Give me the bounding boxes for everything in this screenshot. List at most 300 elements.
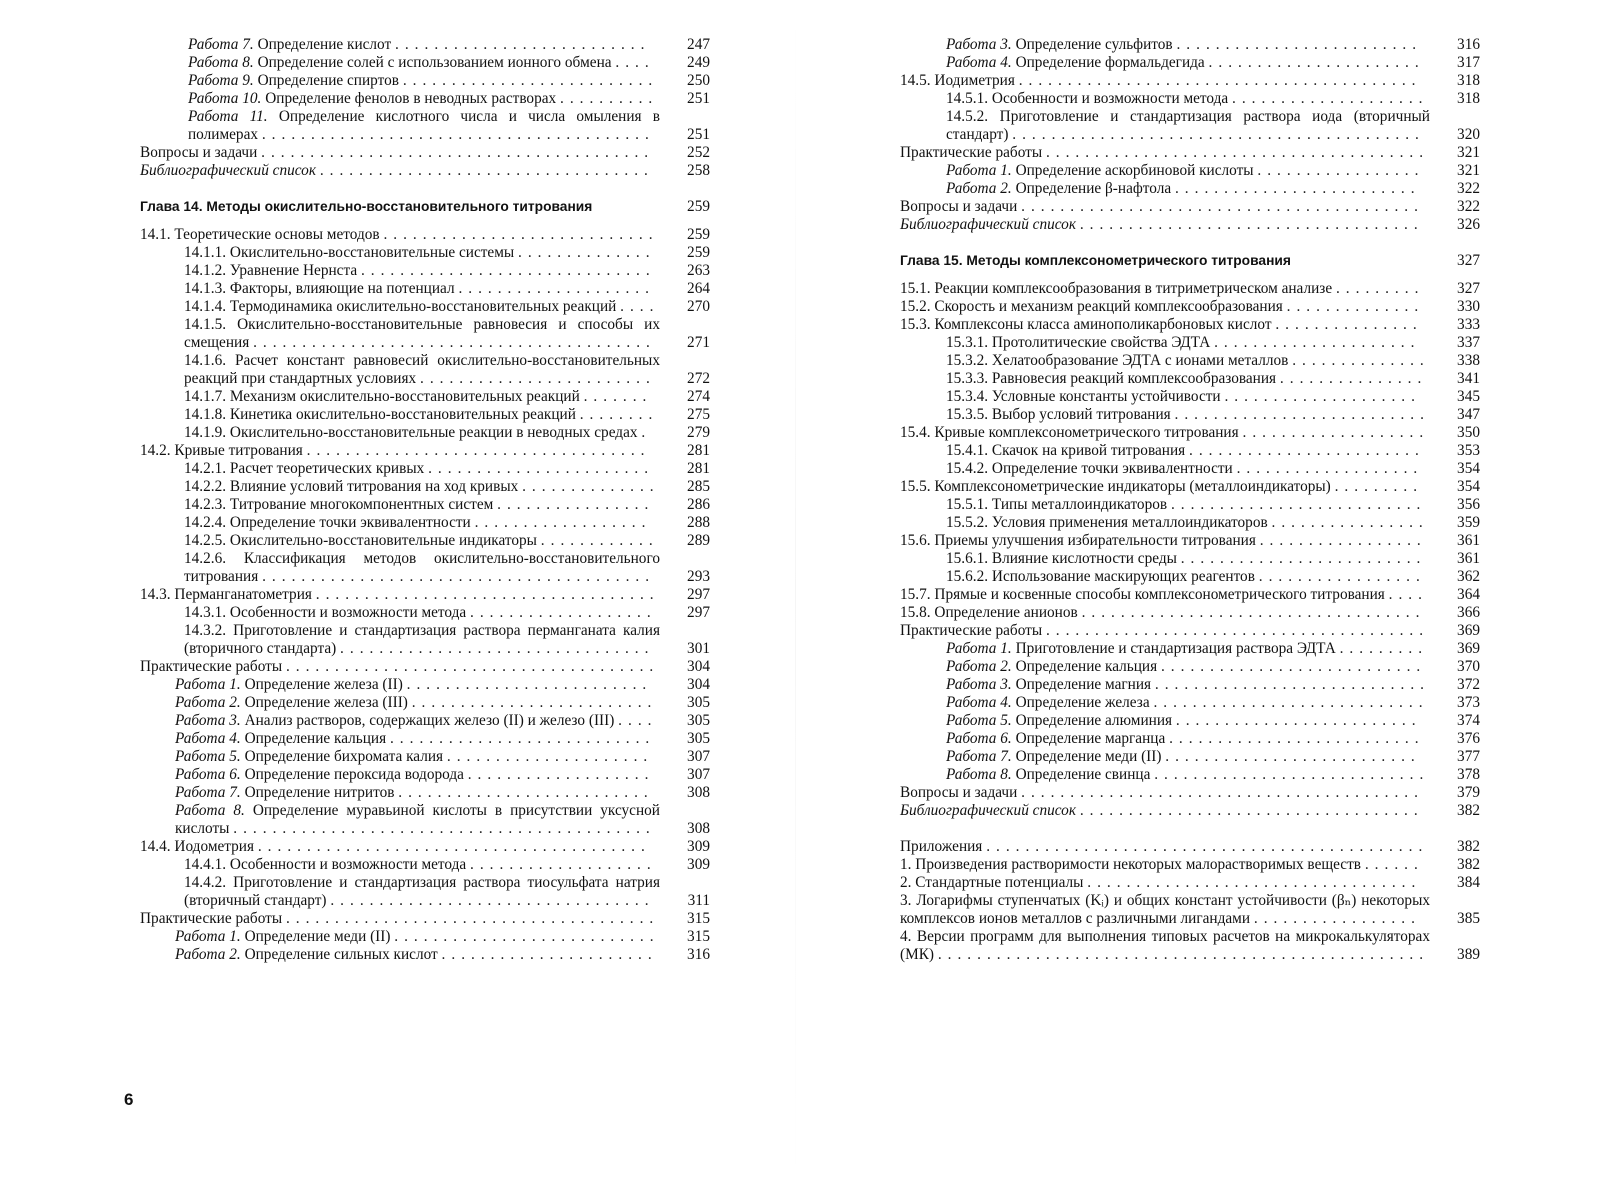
toc-entry-text <box>946 162 1480 180</box>
leader-dots: ........................... <box>389 730 656 747</box>
toc-entry-text <box>900 298 1480 316</box>
toc-entry-title: Определение нитритов <box>244 784 395 801</box>
toc-entry-text <box>946 388 1480 406</box>
leader-dots: . <box>641 424 652 441</box>
toc-page-number: 316 <box>687 946 710 963</box>
toc-entry-text <box>946 406 1480 424</box>
leader-dots: ....................................... <box>1045 144 1430 161</box>
toc-page-number: 272 <box>687 370 710 387</box>
toc-entry <box>900 144 1480 162</box>
toc-entry-text <box>946 496 1480 514</box>
toc-entry-text <box>175 676 710 694</box>
toc-page-number: 321 <box>1457 162 1480 179</box>
toc-entry-label: Работа 3. <box>946 676 1012 693</box>
toc-entry-title: 15.7. Прямые и косвенные способы комплексонометрического титрования <box>900 586 1385 603</box>
toc-entry <box>946 568 1480 586</box>
leader-dots: .......................... <box>1169 730 1425 747</box>
toc-page-number: 281 <box>687 442 710 459</box>
toc-entry-text <box>946 658 1480 676</box>
toc-entry-title: 15.3.4. Условные константы устойчивости <box>946 388 1221 405</box>
toc-entry-title: 15.3. Комплексоны класса аминополикарбоновых кислот <box>900 316 1272 333</box>
toc-page-number: 382 <box>1457 856 1480 873</box>
toc-entry-text <box>900 424 1480 442</box>
toc-chapter-heading <box>900 252 1480 270</box>
toc-entry-text <box>184 604 710 622</box>
toc-entry <box>184 874 710 910</box>
toc-entry-label: Работа 2. <box>946 180 1012 197</box>
toc-page-number: 370 <box>1457 658 1480 675</box>
toc-entry-title: 14.3.1. Особенности и возможности метода <box>184 604 467 621</box>
toc-entry-label: Библиографический список <box>900 216 1076 233</box>
toc-page-number: 251 <box>687 90 710 107</box>
toc-entry-title: 15.6. Приемы улучшения избирательности титрования <box>900 532 1256 549</box>
toc-entry-label: Работа 5. <box>946 712 1012 729</box>
toc-entry-title: 14.5.2. Приготовление и стандартизация раствора иода (вторичный стандарт) <box>946 108 1430 143</box>
leader-dots: .................. <box>474 514 652 531</box>
leader-dots: ................... <box>470 856 657 873</box>
right-toc <box>900 36 1480 964</box>
toc-entry <box>188 72 710 90</box>
toc-entry-text <box>900 802 1480 820</box>
toc-entry <box>946 180 1480 198</box>
toc-page-number: 327 <box>1457 252 1480 269</box>
toc-page-number: 264 <box>687 280 710 297</box>
toc-entry-title: 14.5. Иодиметрия <box>900 72 1015 89</box>
toc-entry <box>946 36 1480 54</box>
toc-page-number: 361 <box>1457 550 1480 567</box>
toc-entry-title: Определение марганца <box>1015 730 1166 747</box>
toc-entry-text <box>900 316 1480 334</box>
page-number: 6 <box>124 1090 134 1109</box>
leader-dots: .............. <box>522 478 660 495</box>
leader-dots: ........ <box>579 406 659 423</box>
toc-entry-title: Определение бихромата калия <box>244 748 444 765</box>
toc-entry-title: Определение муравьиной кислоты в присутствии уксусной кислоты <box>175 802 660 837</box>
leader-dots: ................................... <box>1079 802 1424 819</box>
toc-entry <box>900 856 1480 874</box>
toc-entry-label: Работа 6. <box>946 730 1012 747</box>
toc-entry <box>140 442 710 460</box>
leader-dots: .............. <box>1292 352 1430 369</box>
toc-entry <box>184 496 710 514</box>
leader-dots: ................................... <box>1081 604 1426 621</box>
toc-entry-text <box>900 928 1480 964</box>
toc-entry-label: Работа 8. <box>946 766 1012 783</box>
leader-dots: .... <box>1388 586 1428 603</box>
leader-dots: ......... <box>1335 280 1425 297</box>
toc-entry-title: 14.2.2. Влияние условий титрования на ход кривых <box>184 478 519 495</box>
toc-entry-text <box>175 928 710 946</box>
toc-entry <box>184 298 710 316</box>
toc-entry-label: Работа 1. <box>175 928 241 945</box>
leader-dots: ............ <box>540 532 659 549</box>
toc-entry-title: Анализ растворов, содержащих железо (II) и железо (III) <box>244 712 615 729</box>
toc-entry-title: 15.5.1. Типы металлоиндикаторов <box>946 496 1168 513</box>
toc-entry-title: 15.3.2. Хелатообразование ЭДТА с ионами металлов <box>946 352 1289 369</box>
toc-page-number: 353 <box>1457 442 1480 459</box>
toc-entry-text <box>946 712 1480 730</box>
toc-page-number: 285 <box>687 478 710 495</box>
leader-dots: ........................ <box>420 370 656 387</box>
leader-dots: .......................................... <box>1012 126 1425 143</box>
toc-entry-title: 14.1.3. Факторы, влияющие на потенциал <box>184 280 455 297</box>
right-page <box>900 0 1480 1194</box>
left-toc <box>130 36 710 964</box>
toc-entry-text <box>946 694 1480 712</box>
toc-entry-title: 14.1.8. Кинетика окислительно-восстановительных реакций <box>184 406 576 423</box>
toc-entry-title: 4. Версии программ для выполнения типовых расчетов на микрокалькуляторах (МК) <box>900 928 1430 963</box>
toc-entry-title: 15.6.2. Использование маскирующих реагентов <box>946 568 1255 585</box>
toc-entry-text <box>946 442 1480 460</box>
toc-page-number: 337 <box>1457 334 1480 351</box>
toc-entry-text <box>175 784 710 802</box>
toc-entry-label: Работа 4. <box>946 54 1012 71</box>
toc-entry-title: 15.3.5. Выбор условий титрования <box>946 406 1171 423</box>
leader-dots: ......................... <box>1175 712 1422 729</box>
toc-page-number: 362 <box>1457 568 1480 585</box>
toc-entry-label: Работа 10. <box>188 90 262 107</box>
leader-dots: ......................... <box>1174 180 1421 197</box>
toc-entry-text <box>900 144 1480 162</box>
toc-entry-title: Вопросы и задачи <box>900 784 1018 801</box>
toc-entry-text <box>946 568 1480 586</box>
toc-entry-title: 14.2.4. Определение точки эквивалентности <box>184 514 471 531</box>
toc-entry-title: Определение магния <box>1015 676 1152 693</box>
leader-dots: ............................ <box>1154 766 1430 783</box>
toc-entry-title: Вопросы и задачи <box>900 198 1018 215</box>
toc-entry-text <box>184 856 710 874</box>
toc-entry-label: Работа 7. <box>188 36 254 53</box>
toc-entry-text <box>188 36 710 54</box>
toc-entry-title: 14.1.6. Расчет констант равновесий окислительно-восстановительных реакций при стандартных условиях <box>184 352 660 387</box>
leader-dots: .......... <box>560 90 659 107</box>
toc-entry-title: 15.8. Определение анионов <box>900 604 1078 621</box>
toc-entry-title: Определение спиртов <box>257 72 399 89</box>
toc-entry-text <box>175 748 710 766</box>
toc-page-number: 361 <box>1457 532 1480 549</box>
toc-page-number: 286 <box>687 496 710 513</box>
toc-entry-title: Определение железа (III) <box>244 694 408 711</box>
toc-entry-title: 14.1.9. Окислительно-восстановительные реакции в неводных средах <box>184 424 638 441</box>
toc-entry <box>946 334 1480 352</box>
leader-dots: ...... <box>1364 856 1424 873</box>
toc-page-number: 305 <box>687 730 710 747</box>
toc-page-number: 259 <box>687 244 710 261</box>
toc-entry-text <box>184 550 710 586</box>
toc-page-number: 293 <box>687 568 710 585</box>
leader-dots: .................... <box>458 280 655 297</box>
leader-dots: ......................... <box>411 694 658 711</box>
leader-dots: ......... <box>1339 640 1429 657</box>
toc-entry <box>175 712 710 730</box>
toc-page-number: 305 <box>687 694 710 711</box>
leader-dots: ............................ <box>383 226 659 243</box>
toc-entry-text <box>175 712 710 730</box>
toc-page-number: 322 <box>1457 180 1480 197</box>
toc-entry-title: Определение β-нафтола <box>1015 180 1172 197</box>
toc-entry-title: Практические работы <box>900 622 1043 639</box>
toc-entry <box>900 874 1480 892</box>
toc-page-number: 297 <box>687 586 710 603</box>
toc-entry-label: Работа 4. <box>946 694 1012 711</box>
toc-page-number: 305 <box>687 712 710 729</box>
toc-entry-title: Вопросы и задачи <box>140 144 258 161</box>
toc-entry-title: 3. Логарифмы ступенчатых (Kᵢ) и общих констант устойчивости (βₙ) некоторых комплексов ионов металлов с различными лигандами <box>900 892 1430 927</box>
toc-entry <box>946 550 1480 568</box>
toc-page-number: 373 <box>1457 694 1480 711</box>
toc-entry-title: 14.1.2. Уравнение Нернста <box>184 262 358 279</box>
toc-page-number: 374 <box>1457 712 1480 729</box>
toc-entry-label: Работа 8. <box>188 54 254 71</box>
leader-dots: ................................... <box>306 442 651 459</box>
toc-entry-text <box>184 298 710 316</box>
toc-entry-title: 14.2.6. Классификация методов окислительно-восстановительного титрования <box>184 550 660 585</box>
toc-page-number: 327 <box>1457 280 1480 297</box>
toc-entry-text <box>946 514 1480 532</box>
leader-dots: .... <box>618 712 658 729</box>
leader-dots: ......................................... <box>1021 784 1424 801</box>
toc-page-number: 354 <box>1457 478 1480 495</box>
toc-entry-title: Определение кальция <box>1015 658 1158 675</box>
toc-page-number: 289 <box>687 532 710 549</box>
toc-entry-text <box>946 108 1480 144</box>
leader-dots: ................... <box>467 766 655 783</box>
toc-page-number: 315 <box>687 910 710 927</box>
toc-entry-text <box>184 316 710 352</box>
toc-entry-title: 15.5.2. Условия применения металлоиндикаторов <box>946 514 1268 531</box>
leader-dots: ................................... <box>1079 216 1424 233</box>
toc-entry-title: 14.2.5. Окислительно-восстановительные индикаторы <box>184 532 537 549</box>
toc-entry-label: Работа 3. <box>175 712 241 729</box>
toc-page-number: 320 <box>1457 126 1480 143</box>
toc-entry-title: 2. Стандартные потенциалы <box>900 874 1084 891</box>
toc-entry-text <box>946 550 1480 568</box>
toc-entry <box>946 54 1480 72</box>
toc-entry-label: Работа 2. <box>946 658 1012 675</box>
toc-entry <box>184 424 710 442</box>
toc-entry-text <box>184 352 710 388</box>
leader-dots: .... <box>620 298 660 315</box>
toc-entry <box>175 766 710 784</box>
leader-dots: ..................... <box>1214 334 1421 351</box>
toc-entry-text <box>184 874 710 910</box>
toc-entry-title: 1. Произведения растворимости некоторых малорастворимых веществ <box>900 856 1362 873</box>
toc-page-number: 309 <box>687 856 710 873</box>
leader-dots: ........................................ <box>257 838 651 855</box>
toc-page-number: 271 <box>687 334 710 351</box>
toc-entry <box>946 658 1480 676</box>
toc-entry-text <box>900 604 1480 622</box>
toc-entry-text <box>184 280 710 298</box>
toc-page-number: 382 <box>1457 802 1480 819</box>
toc-entry-text <box>900 622 1480 640</box>
toc-entry-title: Глава 14. Методы окислительно-восстановительного титрования <box>140 199 593 214</box>
toc-entry <box>946 694 1480 712</box>
toc-entry <box>184 352 710 388</box>
leader-dots: ......................... <box>406 676 653 693</box>
toc-page-number: 389 <box>1457 946 1480 963</box>
toc-page-number: 385 <box>1457 910 1480 927</box>
toc-page-number: 308 <box>687 820 710 837</box>
toc-page-number: 317 <box>1457 54 1480 71</box>
toc-entry <box>188 90 710 108</box>
toc-entry-text <box>140 144 710 162</box>
toc-entry-title: 15.4. Кривые комплексонометрического титрования <box>900 424 1239 441</box>
toc-entry-text <box>140 910 710 928</box>
toc-entry <box>184 856 710 874</box>
toc-entry <box>900 586 1480 604</box>
leader-dots: ........................................ <box>262 568 656 585</box>
toc-entry-label: Работа 3. <box>946 36 1012 53</box>
toc-entry-title: 14.4.2. Приготовление и стандартизация раствора тиосульфата натрия (вторичный стандарт) <box>184 874 660 909</box>
toc-page-number: 270 <box>687 298 710 315</box>
toc-entry-text <box>946 36 1480 54</box>
toc-spacer <box>900 820 1480 838</box>
toc-entry-title: Определение солей с использованием ионного обмена <box>257 54 612 71</box>
toc-entry <box>188 36 710 54</box>
toc-entry <box>946 712 1480 730</box>
toc-entry-title: 14.4.1. Особенности и возможности метода <box>184 856 467 873</box>
toc-entry <box>946 90 1480 108</box>
toc-entry-text <box>184 388 710 406</box>
toc-entry-title: Определение кальция <box>244 730 387 747</box>
toc-entry-title: Приготовление и стандартизация раствора ЭДТА <box>1015 640 1336 657</box>
toc-entry-label: Работа 4. <box>175 730 241 747</box>
toc-entry-text <box>140 226 710 244</box>
toc-entry-text <box>900 784 1480 802</box>
leader-dots: ......... <box>1334 478 1424 495</box>
toc-entry-title: Практические работы <box>140 658 283 675</box>
leader-dots: ................. <box>1259 532 1427 549</box>
toc-entry-text <box>184 532 710 550</box>
leader-dots: ........................... <box>1160 658 1427 675</box>
toc-entry-text <box>184 262 710 280</box>
toc-page-number: 274 <box>687 388 710 405</box>
toc-entry-label: Работа 8. <box>175 802 245 819</box>
toc-entry <box>900 604 1480 622</box>
toc-entry <box>946 442 1480 460</box>
toc-entry <box>140 658 710 676</box>
toc-page-number: 259 <box>687 226 710 243</box>
toc-entry-text <box>946 90 1480 108</box>
toc-entry-text <box>900 838 1480 856</box>
toc-entry-text <box>946 748 1480 766</box>
toc-entry <box>188 54 710 72</box>
toc-entry-text <box>184 424 710 442</box>
toc-entry-text <box>140 198 710 216</box>
toc-entry-title: Определение формальдегида <box>1015 54 1205 71</box>
toc-entry-label: Работа 2. <box>175 946 241 963</box>
toc-entry-text <box>188 108 710 144</box>
leader-dots: ................ <box>497 496 655 513</box>
toc-entry-text <box>900 280 1480 298</box>
toc-entry <box>946 514 1480 532</box>
toc-page-number: 259 <box>687 198 710 215</box>
toc-page-number: 379 <box>1457 784 1480 801</box>
toc-entry-text <box>900 892 1480 928</box>
toc-entry <box>184 478 710 496</box>
toc-entry <box>184 316 710 352</box>
toc-entry <box>946 766 1480 784</box>
toc-entry-title: Практические работы <box>140 910 283 927</box>
leader-dots: ....................................... <box>1045 622 1430 639</box>
toc-entry <box>900 316 1480 334</box>
toc-entry <box>175 694 710 712</box>
toc-entry-title: Определение железа (II) <box>244 676 403 693</box>
toc-entry <box>184 388 710 406</box>
toc-page-number: 321 <box>1457 144 1480 161</box>
toc-entry-title: Определение алюминия <box>1015 712 1173 729</box>
toc-page-number: 377 <box>1457 748 1480 765</box>
toc-entry-label: Работа 2. <box>175 694 241 711</box>
toc-entry-title: Определение сульфитов <box>1015 36 1173 53</box>
toc-page-number: 345 <box>1457 388 1480 405</box>
toc-entry <box>184 244 710 262</box>
toc-page-number: 326 <box>1457 216 1480 233</box>
toc-entry-title: 14.2.1. Расчет теоретических кривых <box>184 460 425 477</box>
toc-entry-title: Практические работы <box>900 144 1043 161</box>
toc-entry <box>175 730 710 748</box>
toc-entry-text <box>946 334 1480 352</box>
toc-entry <box>140 586 710 604</box>
toc-entry-title: Определение кислот <box>257 36 392 53</box>
leader-dots: ......................... <box>1176 36 1423 53</box>
toc-page-number: 316 <box>1457 36 1480 53</box>
toc-entry-text <box>946 640 1480 658</box>
leader-dots: .............. <box>518 244 656 261</box>
toc-entry <box>946 676 1480 694</box>
toc-entry-text <box>175 730 710 748</box>
toc-entry-text <box>946 180 1480 198</box>
toc-entry-title: 15.6.1. Влияние кислотности среды <box>946 550 1177 567</box>
toc-entry-text <box>140 658 710 676</box>
toc-entry-text <box>900 586 1480 604</box>
toc-entry-text <box>175 946 710 964</box>
toc-entry <box>946 162 1480 180</box>
toc-page-number: 247 <box>687 36 710 53</box>
toc-entry <box>184 460 710 478</box>
left-page <box>130 0 710 1194</box>
toc-page-number: 249 <box>687 54 710 71</box>
toc-entry <box>900 216 1480 234</box>
toc-entry <box>175 802 710 838</box>
toc-entry <box>175 928 710 946</box>
leader-dots: ................................ <box>340 640 655 657</box>
toc-entry-title: 15.5. Комплексонометрические индикаторы (металлоиндикаторы) <box>900 478 1331 495</box>
toc-entry <box>900 838 1480 856</box>
toc-page-number: 333 <box>1457 316 1480 333</box>
toc-entry-text <box>188 72 710 90</box>
toc-entry-title: 14.3.2. Приготовление и стандартизация раствора перманганата калия (вторичного стандарта) <box>184 622 660 657</box>
leader-dots: ................... <box>1242 424 1430 441</box>
leader-dots: ................... <box>470 604 657 621</box>
toc-entry <box>900 424 1480 442</box>
leader-dots: .................... <box>1232 90 1429 107</box>
leader-dots: ...................... <box>441 946 658 963</box>
leader-dots: .......................... <box>395 36 651 53</box>
toc-page-number: 372 <box>1457 676 1480 693</box>
leader-dots: ................ <box>1271 514 1429 531</box>
toc-page-number: 376 <box>1457 730 1480 747</box>
toc-entry <box>900 198 1480 216</box>
toc-entry-text <box>184 460 710 478</box>
toc-entry <box>175 946 710 964</box>
toc-entry <box>184 532 710 550</box>
toc-entry <box>140 838 710 856</box>
toc-entry-text <box>946 676 1480 694</box>
toc-entry <box>900 532 1480 550</box>
leader-dots: .................................. <box>319 162 654 179</box>
